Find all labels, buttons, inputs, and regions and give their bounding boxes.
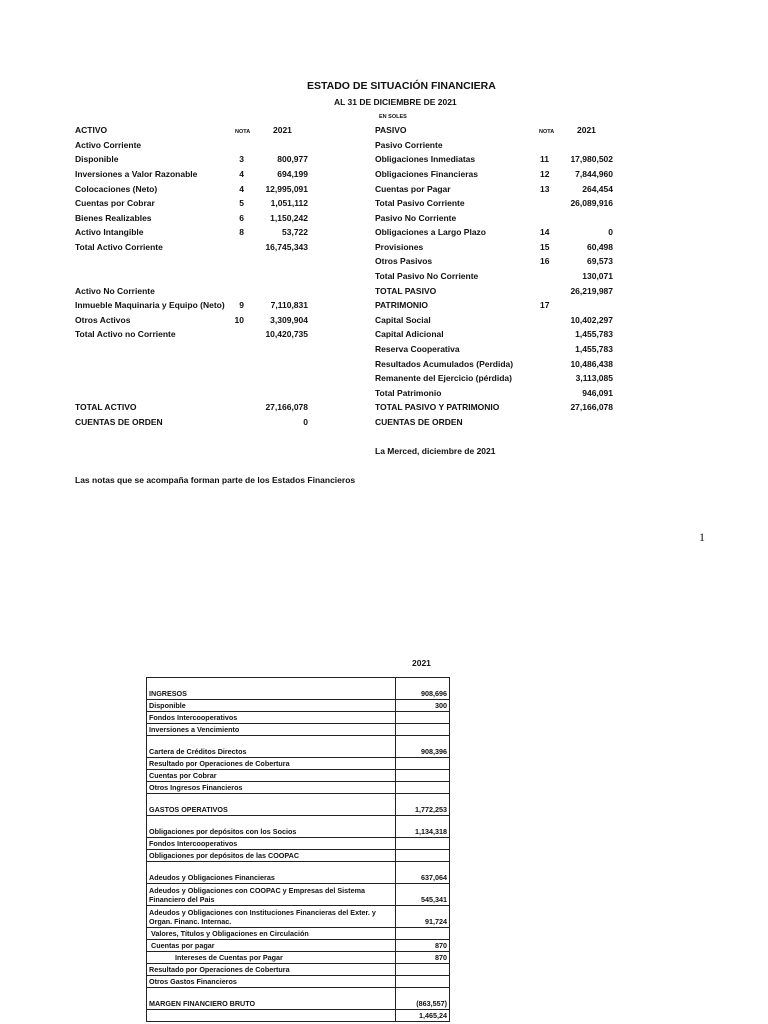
pasivo-row-value: 17,980,502	[570, 154, 613, 164]
table-row	[147, 838, 450, 850]
pasivo-year: 2021	[577, 125, 596, 135]
pasivo-row-value: 0	[608, 227, 613, 237]
income-row-label: Inversiones a Vencimiento	[147, 724, 396, 736]
activo-row-value: 7,110,831	[270, 300, 308, 310]
activo-row-label: Inmueble Maquinaria y Equipo (Neto)	[75, 300, 225, 310]
pasivo-row-nota: 12	[540, 169, 550, 179]
activo-row-value: 694,199	[277, 169, 308, 179]
activo-row-label: Otros Activos	[75, 315, 131, 325]
pasivo-row-value: 10,486,438	[570, 359, 613, 369]
pasivo-row-value: 60,498	[587, 242, 613, 252]
table-row	[147, 988, 450, 1010]
income-row-value	[396, 724, 450, 736]
income-row-value	[396, 976, 450, 988]
income-row-value: 300	[396, 700, 450, 712]
activo-row-label: Cuentas por Cobrar	[75, 198, 155, 208]
activo-year: 2021	[273, 125, 292, 135]
income-row-value	[396, 758, 450, 770]
pasivo-row-label: Obligaciones Financieras	[375, 169, 478, 179]
table-row	[147, 700, 450, 712]
pasivo-row-label: Obligaciones Inmediatas	[375, 154, 476, 164]
pasivo-heading: PASIVO	[375, 125, 407, 135]
pasivo-row-label: Otros Pasivos	[375, 256, 433, 266]
activo-row-label: Total Activo Corriente	[75, 242, 163, 252]
income-row-label: Resultado por Operaciones de Cobertura	[147, 964, 396, 976]
activo-row-label: Inversiones a Valor Razonable	[75, 169, 198, 179]
activo-row-label: TOTAL ACTIVO	[75, 402, 137, 412]
activo-row-value: 10,420,735	[265, 329, 308, 339]
income-row-label: Obligaciones por depósitos de las COOPAC	[147, 850, 396, 862]
income-row-label: Otros Gastos Financieros	[147, 976, 396, 988]
income-row-label: Adeudos y Obligaciones Financieras	[147, 862, 396, 884]
income-row-value: 1,772,253	[396, 794, 450, 816]
table-row	[147, 906, 450, 928]
pasivo-row-nota: 14	[540, 227, 550, 237]
pasivo-row-value: 27,166,078	[570, 402, 613, 412]
income-row-value: 1,465,24	[396, 1010, 450, 1022]
table-row	[147, 976, 450, 988]
pasivo-row-value: 69,573	[587, 256, 613, 266]
income-row-label: Fondos Intercooperativos	[147, 838, 396, 850]
activo-row-value: 12,995,091	[265, 184, 308, 194]
activo-row-label: Colocaciones (Neto)	[75, 184, 158, 194]
table-row	[147, 850, 450, 862]
income-row-value: 91,724	[396, 906, 450, 928]
income-row-label: Obligaciones por depósitos con los Socios	[147, 816, 396, 838]
income-row-value: 545,341	[396, 884, 450, 906]
pasivo-row-value: 1,455,783	[575, 344, 613, 354]
pasivo-row-label: PATRIMONIO	[375, 300, 429, 310]
activo-row-nota: 4	[239, 184, 244, 194]
pasivo-row-label: TOTAL PASIVO Y PATRIMONIO	[375, 402, 500, 412]
activo-row-nota: 6	[239, 213, 244, 223]
income-row-label: Resultado por Operaciones de Cobertura	[147, 758, 396, 770]
income-row-value: (863,557)	[396, 988, 450, 1010]
pasivo-row-value: 264,454	[582, 184, 613, 194]
income-row-value: 908,396	[396, 736, 450, 758]
activo-row-nota: 5	[239, 198, 244, 208]
footnote: Las notas que se acompaña forman parte de los Estados Financieros	[75, 475, 356, 485]
activo-row-nota: 10	[234, 315, 244, 325]
statement-title: ESTADO DE SITUACIÓN FINANCIERA	[307, 80, 496, 92]
pasivo-row-label: Total Pasivo Corriente	[375, 198, 465, 208]
activo-row-value: 800,977	[277, 154, 308, 164]
pasivo-row-label: Provisiones	[375, 242, 424, 252]
income-row-value: 870	[396, 952, 450, 964]
pasivo-row-label: CUENTAS DE ORDEN	[375, 417, 463, 427]
income-row-label: Cuentas por Cobrar	[147, 770, 396, 782]
income-row-label: Valores, Títulos y Obligaciones en Circulación	[147, 928, 396, 940]
income-row-label: INGRESOS	[147, 678, 396, 700]
income-row-value	[396, 838, 450, 850]
pasivo-row-label: Obligaciones a Largo Plazo	[375, 227, 486, 237]
activo-row-label: Total Activo no Corriente	[75, 329, 176, 339]
table-row	[147, 964, 450, 976]
pasivo-row-nota: 16	[540, 256, 550, 266]
pasivo-row-label: Total Pasivo No Corriente	[375, 271, 479, 281]
income-row-label: Otros Ingresos Financieros	[147, 782, 396, 794]
activo-row-value: 16,745,343	[265, 242, 308, 252]
pasivo-row-label: TOTAL PASIVO	[375, 286, 437, 296]
income-statement-table	[146, 677, 450, 1022]
income-row-value	[396, 712, 450, 724]
page-number: 1	[699, 530, 705, 544]
table-row	[147, 816, 450, 838]
pasivo-row-value: 3,113,085	[575, 373, 613, 383]
table-row	[147, 862, 450, 884]
activo-nota-label: NOTA	[235, 129, 251, 135]
income-row-label: Fondos Intercooperativos	[147, 712, 396, 724]
activo-row-nota: 8	[239, 227, 244, 237]
activo-row-label: CUENTAS DE ORDEN	[75, 417, 163, 427]
activo-row-value: 53,722	[282, 227, 308, 237]
pasivo-row-label: Remanente del Ejercicio (pérdida)	[375, 373, 512, 383]
income-row-value: 1,134,318	[396, 816, 450, 838]
activo-row-value: 1,150,242	[270, 213, 308, 223]
income-row-value	[396, 964, 450, 976]
place-date: La Merced, diciembre de 2021	[375, 446, 496, 456]
activo-heading: ACTIVO	[75, 125, 108, 135]
pasivo-row-label: Pasivo Corriente	[375, 140, 443, 150]
table-row	[147, 1010, 450, 1022]
income-row-value	[396, 850, 450, 862]
income-row-value	[396, 770, 450, 782]
activo-row-nota: 9	[239, 300, 244, 310]
pasivo-row-nota: 13	[540, 184, 550, 194]
table-row	[147, 952, 450, 964]
pasivo-nota-label: NOTA	[539, 129, 555, 135]
activo-row-value: 1,051,112	[270, 198, 308, 208]
activo-row-label: Disponible	[75, 154, 119, 164]
pasivo-row-label: Capital Adicional	[375, 329, 444, 339]
table-row	[147, 758, 450, 770]
pasivo-row-value: 130,071	[582, 271, 613, 281]
table-row	[147, 678, 450, 700]
income-row-label: Disponible	[147, 700, 396, 712]
income-row-label: MARGEN FINANCIERO BRUTO	[147, 988, 396, 1010]
table-row	[147, 736, 450, 758]
pasivo-row-nota: 11	[540, 154, 549, 164]
pasivo-row-label: Total Patrimonio	[375, 388, 442, 398]
table-row	[147, 724, 450, 736]
income-row-label: Cuentas por pagar	[147, 940, 396, 952]
activo-row-value: 27,166,078	[265, 402, 308, 412]
pasivo-row-value: 26,089,916	[570, 198, 613, 208]
pasivo-row-label: Resultados Acumulados (Perdida)	[375, 359, 514, 369]
currency-label: EN SOLES	[379, 114, 407, 120]
activo-row-nota: 3	[239, 154, 244, 164]
table-row	[147, 782, 450, 794]
table-row	[147, 928, 450, 940]
activo-row-label: Activo Corriente	[75, 140, 142, 150]
income-row-value	[396, 928, 450, 940]
income-row-value	[396, 782, 450, 794]
pasivo-row-label: Pasivo No Corriente	[375, 213, 457, 223]
income-row-value: 870	[396, 940, 450, 952]
table-row	[147, 884, 450, 906]
income-row-label	[147, 1010, 396, 1022]
pasivo-row-label: Reserva Cooperativa	[375, 344, 460, 354]
income-row-value: 908,696	[396, 678, 450, 700]
pasivo-row-nota: 17	[540, 300, 550, 310]
income-row-label: Adeudos y Obligaciones con COOPAC y Empresas del Sistema Financiero del Pais	[147, 884, 396, 906]
table-row	[147, 712, 450, 724]
pasivo-row-value: 7,844,960	[575, 169, 613, 179]
income-row-label: GASTOS OPERATIVOS	[147, 794, 396, 816]
income-row-value: 637,064	[396, 862, 450, 884]
pasivo-row-nota: 15	[540, 242, 550, 252]
statement-date: AL 31 DE DICIEMBRE DE 2021	[334, 97, 457, 107]
pasivo-row-value: 946,091	[582, 388, 613, 398]
activo-row-label: Bienes Realizables	[75, 213, 152, 223]
pasivo-row-value: 26,219,987	[570, 286, 613, 296]
table-row	[147, 794, 450, 816]
table-row	[147, 770, 450, 782]
activo-row-nota: 4	[239, 169, 244, 179]
activo-row-label: Activo Intangible	[75, 227, 144, 237]
pasivo-row-label: Cuentas por Pagar	[375, 184, 451, 194]
pasivo-row-value: 1,455,783	[575, 329, 613, 339]
pasivo-row-label: Capital Social	[375, 315, 431, 325]
activo-row-value: 3,309,904	[270, 315, 308, 325]
income-row-label: Adeudos y Obligaciones con Instituciones Financieras del Exter. y Organ. Financ. Internac.	[147, 906, 396, 928]
pasivo-row-value: 10,402,297	[570, 315, 613, 325]
income-row-label: Cartera de Créditos Directos	[147, 736, 396, 758]
activo-row-value: 0	[303, 417, 308, 427]
income-row-label: Intereses de Cuentas por Pagar	[147, 952, 396, 964]
income-year: 2021	[412, 658, 431, 668]
activo-row-label: Activo No Corriente	[75, 286, 155, 296]
table-row	[147, 940, 450, 952]
